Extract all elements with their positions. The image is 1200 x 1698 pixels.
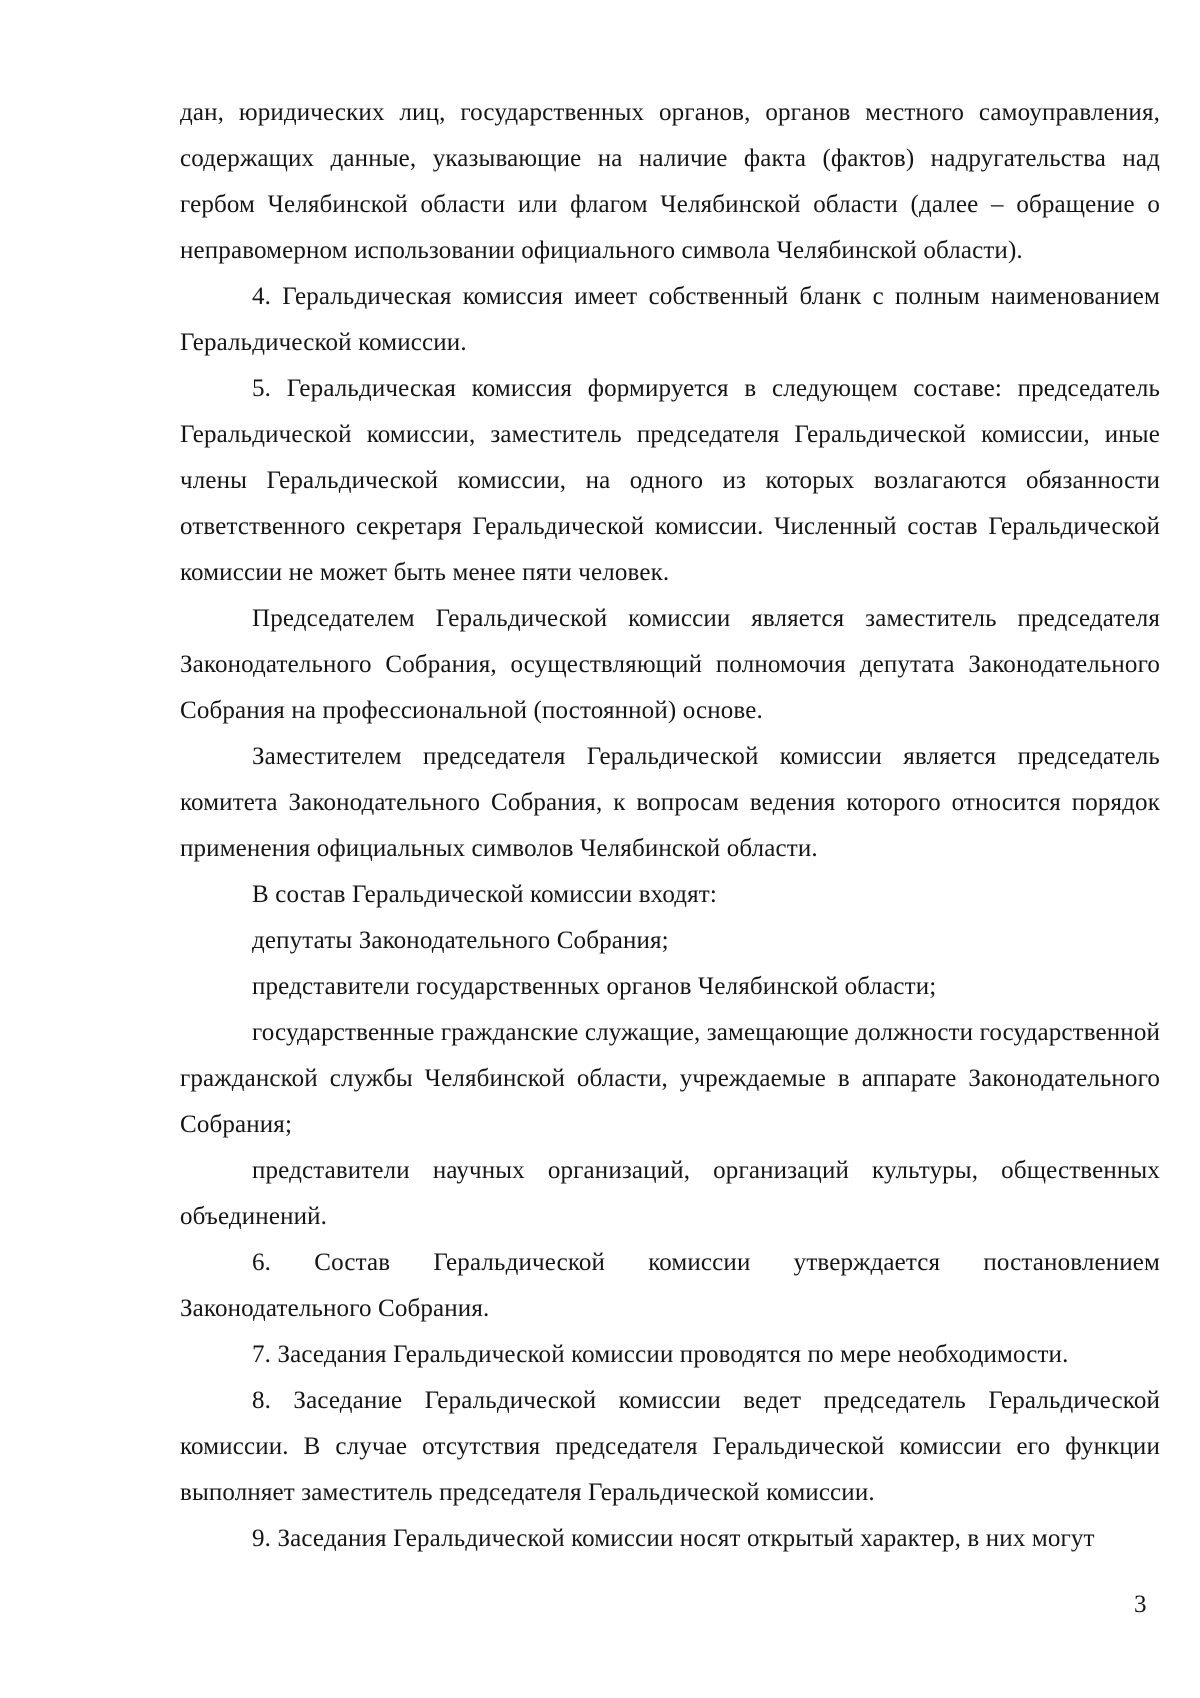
list-item-deputies: депутаты Законодательного Собрания; <box>252 927 669 954</box>
page-number: 3 <box>1134 1591 1147 1618</box>
document-body <box>180 90 1160 1562</box>
paragraph-item-7: 7. Заседания Геральдической комиссии проводятся по мере необходимости. <box>252 1341 1069 1368</box>
paragraph-item-4: 4. Геральдическая комиссия имеет собственный бланк с полным наименованием Геральдической комиссии. <box>180 283 1160 356</box>
paragraph-item-6: 6. Состав Геральдической комиссии утверждается постановлением Законодательного Собрания. <box>180 1249 1160 1322</box>
paragraph-chairman: Председателем Геральдической комиссии является заместитель председателя Законодательного Собрания, осуществляющий полномочия депутата Законодательного Собрания на профессиональной (постоянной) основе. <box>180 605 1160 724</box>
paragraph-item-8: 8. Заседание Геральдической комиссии ведет председатель Геральдической комиссии. В случае отсутствия председателя Геральдической комиссии его функции выполняет заместитель председателя Геральдической комиссии. <box>180 1387 1160 1506</box>
paragraph-item-9: 9. Заседания Геральдической комиссии носят открытый характер, в них могут <box>252 1525 1095 1552</box>
paragraph-composition-intro: В состав Геральдической комиссии входят: <box>252 881 717 908</box>
list-item-civil-servants: государственные гражданские служащие, замещающие должности государственной гражданской службы Челябинской области, учреждаемые в аппарате Законодательного Собрания; <box>180 1019 1161 1138</box>
list-item-state-bodies: представители государственных органов Челябинской области; <box>252 973 937 1000</box>
paragraph-item-5: 5. Геральдическая комиссия формируется в следующем составе: председатель Геральдической комиссии, заместитель председателя Геральдической комиссии, иные члены Геральдической комиссии, на одного из которых возлагаются обязанности ответственного секретаря Геральдической комиссии. Численный состав Геральдической комиссии не может быть менее пяти человек. <box>180 375 1160 586</box>
list-item-organizations: представители научных организаций, организаций культуры, общественных объединений. <box>180 1157 1160 1230</box>
paragraph-continuation: дан, юридических лиц, государственных органов, органов местного самоуправления, содержащих данные, указывающие на наличие факта (фактов) надругательства над гербом Челябинской области или флагом Челябинской области (далее – обращение о неправомерном использовании официального символа Челябинской области). <box>180 99 1160 264</box>
paragraph-deputy-chairman: Заместителем председателя Геральдической комиссии является председатель комитета Законодательного Собрания, к вопросам ведения которого относится порядок применения официальных символов Челябинской области. <box>180 743 1160 862</box>
